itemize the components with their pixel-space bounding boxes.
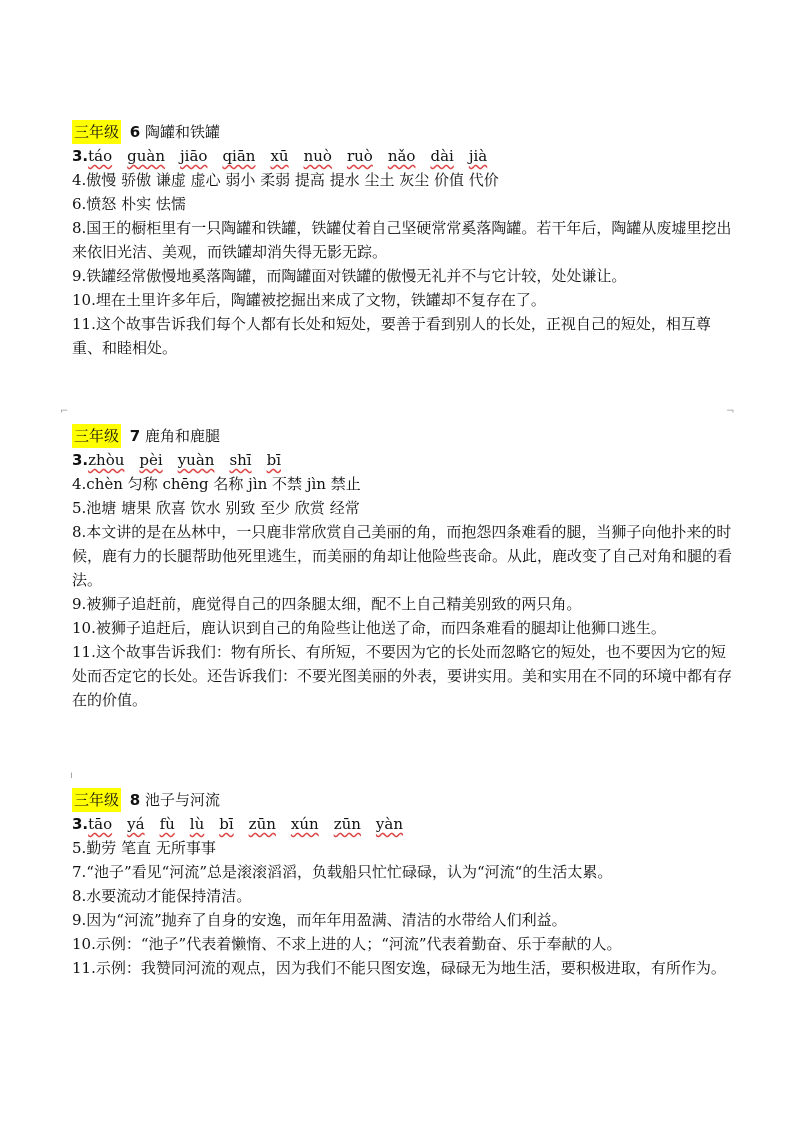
answer-line: 8.本文讲的是在丛林中，一只鹿非常欣赏自己美丽的角，而抱怨四条难看的腿，当狮子向他扑来的时候，鹿有力的长腿帮助他死里逃生，而美丽的角却让他险些丧命。从此，鹿改变了自己对角和腿的看法。 <box>72 523 733 589</box>
corner-mark: ¬ <box>726 406 735 417</box>
answer-line: 7.“池子”看见“河流”总是滚滚滔滔，负载船只忙忙碌碌，认为“河流“的生活太累。 <box>72 863 613 881</box>
grade-label: 三年级 <box>72 788 121 812</box>
pinyin-line <box>72 144 732 168</box>
pinyin-word: jià <box>468 147 488 165</box>
pinyin-word: lù <box>189 815 205 833</box>
lesson-number: 6 <box>129 123 141 141</box>
item-number: 3. <box>72 815 89 833</box>
lesson-heading <box>72 120 732 144</box>
answer-line: 10.示例：“池子”代表着懒惰、不求上进的人；“河流”代表着勤奋、乐于奉献的人。 <box>72 935 622 953</box>
grade-label: 三年级 <box>72 424 121 448</box>
pinyin-word: tāo <box>88 815 113 833</box>
answer-line: 8.水要流动才能保持清洁。 <box>72 887 252 905</box>
pinyin-word: nǎo <box>387 147 416 165</box>
answer-line: 11.这个故事告诉我们每个人都有长处和短处，要善于看到别人的长处，正视自己的短处，相互尊重、和睦相处。 <box>72 315 711 357</box>
answer-line: 4.傲慢 骄傲 谦虚 虚心 弱小 柔弱 提高 提水 尘土 灰尘 价值 代价 <box>72 171 499 189</box>
answer-line: 9.被狮子追赶前，鹿觉得自己的四条腿太细，配不上自己精美别致的两只角。 <box>72 595 582 613</box>
item-number: 3. <box>72 451 89 469</box>
corner-mark: ⌐ <box>60 406 69 417</box>
answer-line: 8.国王的橱柜里有一只陶罐和铁罐，铁罐仗着自己坚硬常常奚落陶罐。若干年后，陶罐从废墟里挖出来依旧光洁、美观，而铁罐却消失得无影无踪。 <box>72 219 732 261</box>
answer-line: 9.铁罐经常傲慢地奚落陶罐，而陶罐面对铁罐的傲慢无礼并不与它计较，处处谦让。 <box>72 267 627 285</box>
pinyin-word: dài <box>430 147 454 165</box>
lesson-heading <box>72 788 732 812</box>
pinyin-line <box>72 812 732 836</box>
answer-line: 11.这个故事告诉我们：物有所长、有所短，不要因为它的长处而忽略它的短处，也不要因为它的短处而否定它的长处。还告诉我们：不要光图美丽的外表，要讲实用。美和实用在不同的环境中都有存在的价值。 <box>72 643 733 709</box>
pinyin-word: pèi <box>139 451 163 469</box>
pinyin-word: guàn <box>127 147 166 165</box>
lesson-7-section <box>72 424 732 712</box>
lesson-number: 7 <box>129 427 141 445</box>
lesson-title: 鹿角和鹿腿 <box>145 427 221 445</box>
pinyin-word: xún <box>290 815 319 833</box>
item-number: 3. <box>72 147 89 165</box>
answer-line: 5.勤劳 笔直 无所事事 <box>72 839 216 857</box>
answer-line: 5.池塘 塘果 欣喜 饮水 别致 至少 欣赏 经常 <box>72 499 360 517</box>
lesson-6-section <box>72 120 732 360</box>
pinyin-word: yá <box>127 815 145 833</box>
pinyin-word: jiāo <box>180 147 208 165</box>
grade-label: 三年级 <box>72 120 121 144</box>
pinyin-word: zhòu <box>88 451 125 469</box>
pinyin-word: zūn <box>248 815 276 833</box>
answer-line: 10.埋在土里许多年后，陶罐被挖掘出来成了文物，铁罐却不复存在了。 <box>72 291 546 309</box>
pinyin-word: xū <box>270 147 289 165</box>
answer-line: 11.示例：我赞同河流的观点，因为我们不能只图安逸，碌碌无为地生活，要积极进取，有所作为。 <box>72 959 726 977</box>
lesson-title: 池子与河流 <box>145 791 221 809</box>
pinyin-word: bī <box>266 451 281 469</box>
answer-line: 6.愤怒 朴实 怯懦 <box>72 195 186 213</box>
corner-mark: ı <box>70 770 73 781</box>
pinyin-word: yuàn <box>177 451 215 469</box>
pinyin-word: ruò <box>346 147 373 165</box>
pinyin-word: táo <box>88 147 113 165</box>
pinyin-word: zūn <box>333 815 361 833</box>
answer-line: 10.被狮子追赶后，鹿认识到自己的角险些让他送了命，而四条难看的腿却让他狮口逃生。 <box>72 619 666 637</box>
pinyin-line <box>72 448 732 472</box>
pinyin-word: bī <box>219 815 234 833</box>
lesson-8-section <box>72 788 732 980</box>
pinyin-word: qiān <box>222 147 256 165</box>
pinyin-word: nuò <box>303 147 332 165</box>
lesson-title: 陶罐和铁罐 <box>145 123 221 141</box>
lesson-heading <box>72 424 732 448</box>
answer-line: 9.因为“河流”抛弃了自身的安逸，而年年用盈满、清洁的水带给人们利益。 <box>72 911 567 929</box>
pinyin-word: fù <box>159 815 175 833</box>
pinyin-word: yàn <box>375 815 403 833</box>
answer-line: 4.chèn 匀称 chēng 名称 jìn 不禁 jìn 禁止 <box>72 475 361 493</box>
lesson-number: 8 <box>129 791 141 809</box>
pinyin-word: shī <box>229 451 252 469</box>
